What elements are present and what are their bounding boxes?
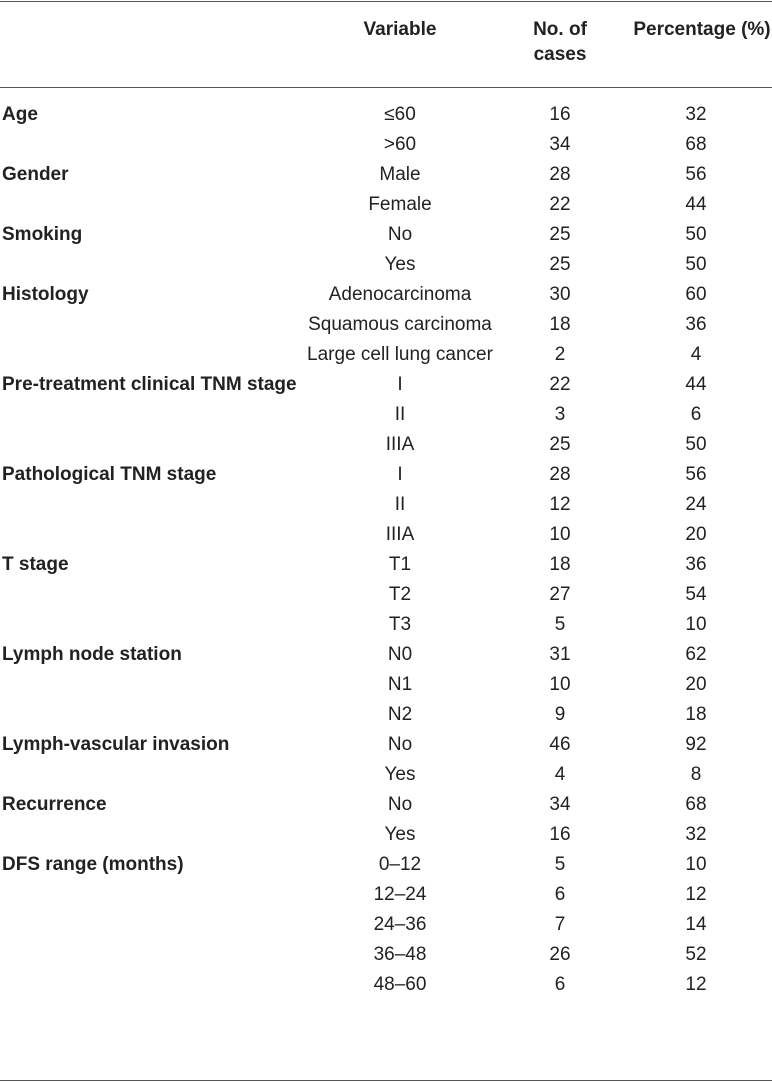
table-row xyxy=(0,970,772,1000)
row-group: Gender xyxy=(2,164,69,185)
table-row xyxy=(0,520,772,550)
table-row xyxy=(0,730,772,760)
row-variable: Yes xyxy=(384,764,416,785)
row-variable: II xyxy=(394,404,406,425)
table-row xyxy=(0,790,772,820)
row-group: Histology xyxy=(2,284,89,305)
row-cases: 28 xyxy=(549,464,571,485)
row-group: T stage xyxy=(2,554,69,575)
row-cases: 18 xyxy=(549,314,571,335)
row-variable: II xyxy=(394,494,406,515)
row-group: Lymph node station xyxy=(2,644,182,665)
row-cases: 18 xyxy=(549,554,571,575)
row-cases: 28 xyxy=(549,164,571,185)
row-cases: 9 xyxy=(554,704,566,725)
row-percentage: 20 xyxy=(685,674,707,695)
row-variable: 48–60 xyxy=(373,974,427,995)
row-cases: 22 xyxy=(549,374,571,395)
row-cases: 5 xyxy=(554,614,566,635)
header-variable: Variable xyxy=(363,19,437,40)
header-cases: No. of cases xyxy=(533,19,587,65)
row-variable: Large cell lung cancer xyxy=(307,344,493,365)
table-row xyxy=(0,850,772,880)
table-row xyxy=(0,640,772,670)
table-row xyxy=(0,370,772,400)
table-row xyxy=(0,460,772,490)
row-variable: No xyxy=(387,794,413,815)
row-variable: IIIA xyxy=(385,524,415,545)
row-variable: T1 xyxy=(388,554,412,575)
table-row xyxy=(0,760,772,790)
row-cases: 16 xyxy=(549,824,571,845)
table-row xyxy=(0,130,772,160)
row-cases: 2 xyxy=(554,344,566,365)
row-variable: I xyxy=(397,464,403,485)
row-group: Pathological TNM stage xyxy=(2,464,217,485)
row-cases: 10 xyxy=(549,524,571,545)
row-variable: Yes xyxy=(384,254,416,275)
table-row xyxy=(0,880,772,910)
row-cases: 31 xyxy=(549,644,571,665)
row-cases: 6 xyxy=(554,974,566,995)
row-cases: 5 xyxy=(554,854,566,875)
row-cases: 22 xyxy=(549,194,571,215)
row-variable: T2 xyxy=(388,584,412,605)
row-variable: Adenocarcinoma xyxy=(328,284,472,305)
table-row xyxy=(0,280,772,310)
row-group: Smoking xyxy=(2,224,83,245)
row-percentage: 52 xyxy=(685,944,707,965)
row-percentage: 50 xyxy=(685,254,707,275)
table-row xyxy=(0,700,772,730)
row-variable: 0–12 xyxy=(378,854,422,875)
row-percentage: 32 xyxy=(685,104,707,125)
row-cases: 12 xyxy=(549,494,571,515)
row-percentage: 68 xyxy=(685,794,707,815)
row-percentage: 36 xyxy=(685,314,707,335)
row-percentage: 44 xyxy=(685,374,707,395)
row-cases: 25 xyxy=(549,224,571,245)
row-variable: N1 xyxy=(387,674,413,695)
row-cases: 34 xyxy=(549,134,571,155)
row-variable: 12–24 xyxy=(373,884,427,905)
row-cases: 30 xyxy=(549,284,571,305)
row-cases: 3 xyxy=(554,404,566,425)
row-percentage: 50 xyxy=(685,434,707,455)
row-cases: 6 xyxy=(554,884,566,905)
table-body xyxy=(0,88,772,1000)
row-variable: IIIA xyxy=(385,434,415,455)
header-percentage: Percentage (%) xyxy=(633,19,771,40)
row-cases: 16 xyxy=(549,104,571,125)
row-variable: I xyxy=(397,374,403,395)
table-row xyxy=(0,910,772,940)
row-variable: ≤60 xyxy=(384,104,416,125)
row-percentage: 54 xyxy=(685,584,707,605)
row-variable: >60 xyxy=(383,134,417,155)
table-row xyxy=(0,430,772,460)
row-percentage: 8 xyxy=(690,764,702,785)
row-percentage: 60 xyxy=(685,284,707,305)
row-percentage: 24 xyxy=(685,494,707,515)
row-percentage: 12 xyxy=(685,974,707,995)
row-variable: No xyxy=(387,734,413,755)
row-variable: 24–36 xyxy=(373,914,427,935)
table-row xyxy=(0,610,772,640)
table-row xyxy=(0,580,772,610)
row-percentage: 92 xyxy=(685,734,707,755)
row-group: Age xyxy=(2,104,38,125)
row-percentage: 56 xyxy=(685,464,707,485)
row-percentage: 62 xyxy=(685,644,707,665)
bottom-rule xyxy=(0,1080,772,1081)
table-row xyxy=(0,340,772,370)
row-cases: 4 xyxy=(554,764,566,785)
row-percentage: 20 xyxy=(685,524,707,545)
row-group: Recurrence xyxy=(2,794,107,815)
row-cases: 26 xyxy=(549,944,571,965)
row-variable: Male xyxy=(379,164,421,185)
row-percentage: 18 xyxy=(685,704,707,725)
row-variable: T3 xyxy=(388,614,412,635)
row-percentage: 4 xyxy=(690,344,702,365)
row-percentage: 50 xyxy=(685,224,707,245)
table-row xyxy=(0,190,772,220)
table-row xyxy=(0,820,772,850)
row-percentage: 68 xyxy=(685,134,707,155)
row-percentage: 56 xyxy=(685,164,707,185)
row-variable: 36–48 xyxy=(373,944,427,965)
row-variable: N0 xyxy=(387,644,413,665)
row-variable: Female xyxy=(368,194,432,215)
table-row xyxy=(0,400,772,430)
row-percentage: 10 xyxy=(685,854,707,875)
row-variable: N2 xyxy=(387,704,413,725)
row-percentage: 6 xyxy=(690,404,702,425)
row-percentage: 32 xyxy=(685,824,707,845)
table-row xyxy=(0,490,772,520)
row-cases: 10 xyxy=(549,674,571,695)
row-percentage: 36 xyxy=(685,554,707,575)
row-cases: 25 xyxy=(549,254,571,275)
table-row xyxy=(0,220,772,250)
row-variable: Squamous carcinoma xyxy=(308,314,492,335)
row-percentage: 14 xyxy=(685,914,707,935)
table-row xyxy=(0,310,772,340)
table-row xyxy=(0,670,772,700)
row-cases: 7 xyxy=(554,914,566,935)
table-row xyxy=(0,550,772,580)
table-header xyxy=(0,0,772,87)
row-group: Pre-treatment clinical TNM stage xyxy=(2,374,297,395)
row-variable: Yes xyxy=(384,824,416,845)
row-variable: No xyxy=(387,224,413,245)
row-group: DFS range (months) xyxy=(2,854,184,875)
row-cases: 27 xyxy=(549,584,571,605)
row-group: Lymph-vascular invasion xyxy=(2,734,230,755)
row-percentage: 12 xyxy=(685,884,707,905)
table-row xyxy=(0,940,772,970)
table-row xyxy=(0,88,772,130)
table-row xyxy=(0,160,772,190)
row-percentage: 44 xyxy=(685,194,707,215)
row-percentage: 10 xyxy=(685,614,707,635)
table-row xyxy=(0,250,772,280)
row-cases: 46 xyxy=(549,734,571,755)
row-cases: 34 xyxy=(549,794,571,815)
row-cases: 25 xyxy=(549,434,571,455)
